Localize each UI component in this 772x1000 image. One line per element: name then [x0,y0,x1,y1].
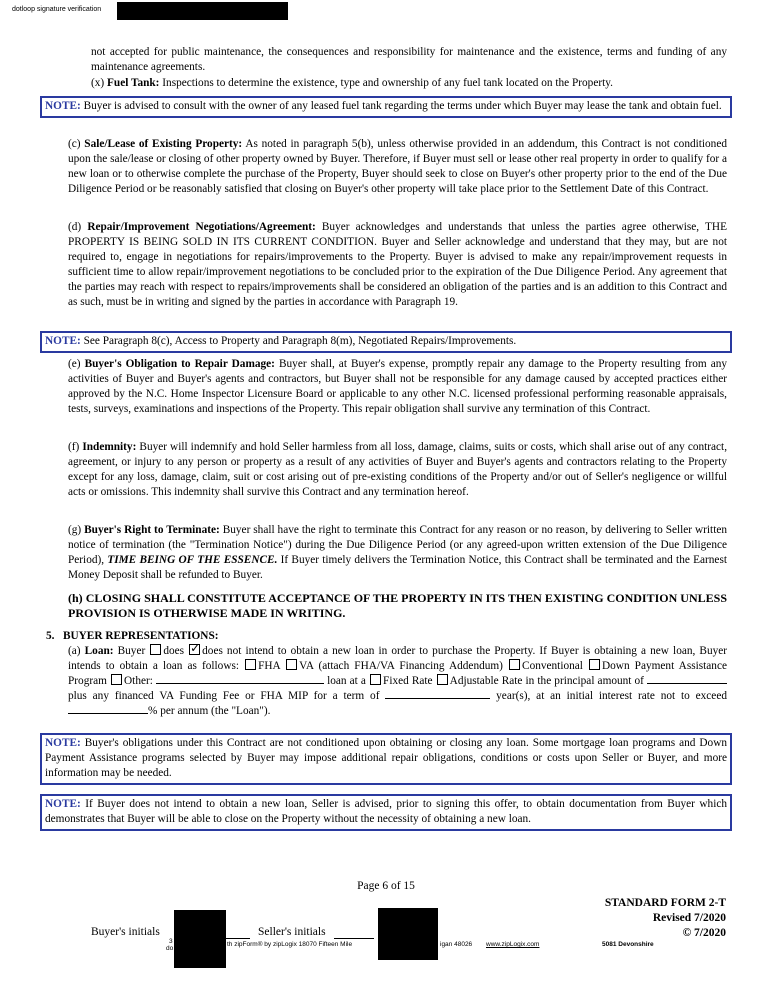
maintenance-continuation [91,45,727,75]
fixed-rate-checkbox[interactable] [370,674,381,685]
principal-text: the principal amount of [537,675,644,688]
loan-label: Loan: [84,645,114,657]
paragraph-f-label: Indemnity: [82,441,137,453]
paragraph-c-label: Sale/Lease of Existing Property: [84,138,243,150]
note-label: NOTE: [45,798,81,810]
note-text: If Buyer does not intend to obtain a new loan, Seller is advised, prior to signing this offer, to obtain documentation from Buyer which demonstrates that Buyer will be able to close on the Property without the necessity of obtaining a new loan. [45,798,727,825]
does-checkbox[interactable] [150,644,161,655]
paragraph-c [68,137,727,197]
dpa-label: Down Payment Assistance Program [68,660,727,688]
zipform-address: igan 48026 [440,941,473,948]
adjustable-rate-label: Adjustable Rate in [449,675,535,688]
ziplogix-link-text[interactable]: www.zipLogix.com [486,941,540,948]
note-text: See Paragraph 8(c), Access to Property and Paragraph 8(m), Negotiated Repairs/Improvements. [83,335,517,347]
paragraph-g-label: Buyer's Right to Terminate: [84,524,220,536]
note-repairs [40,331,732,353]
plus-text: plus any financed VA Funding Fee or FHA MIP for a term of [68,690,380,703]
fragment-top: 3 [169,938,173,945]
conventional-label: Conventional [522,660,583,673]
paragraph-g-text: Buyer shall have the right to terminate this Contract for any reason or no reason, by delivering to Seller written notice of termination (the "Termination Notice") during the Due Diligence Period (or any agreed-upon written extension of the Due Diligence Period), [68,524,728,567]
paragraph-g-emphasis: TIME BEING OF THE ESSENCE. [107,554,278,567]
seller-initials-label: Seller's initials [258,926,326,938]
zipform-credit: th zipForm® by zipLogix 18070 Fifteen Mile [227,941,353,948]
seller-initials-line [334,938,374,939]
paragraph-f [68,440,727,500]
paragraph-g-prefix: (g) [68,524,82,536]
does-not-checkbox[interactable] [189,644,200,655]
fixed-rate-label: Fixed Rate [383,675,433,688]
maintenance-text: not accepted for public maintenance, the consequences and responsibility for maintenance and the existence, terms and funding of any maintenance agreements. [91,46,727,74]
paragraph-h-text: (h) CLOSING SHALL CONSTITUTE ACCEPTANCE OF THE PROPERTY IN ITS THEN EXISTING CONDITION UNLESS PROVISION IS OTHERWISE MADE IN WRITING. [68,591,727,621]
paragraph-g-text-2: If Buyer timely delivers the Termination Notice, this Contract shall be terminated and the Earnest Money Deposit shall be refunded to Buyer. [68,554,727,582]
paragraph-e-prefix: (e) [68,358,81,370]
loan-buyer-text: Buyer [117,645,146,657]
note-fuel-tank [40,96,732,118]
other-label: Other: [124,675,153,688]
note-label: NOTE: [45,737,81,749]
fragment-bottom: do [166,945,174,952]
fuel-tank-text: Inspections to determine the existence, type and ownership of any fuel tank located on the Property. [162,77,613,89]
does-label: does [163,645,185,657]
section-5-heading-text: 5. BUYER REPRESENTATIONS: [46,630,219,642]
fha-checkbox[interactable] [245,659,256,670]
buyer-initials-line [226,938,250,939]
note-no-loan [40,794,732,831]
other-loan-field[interactable] [156,674,324,684]
va-label: VA (attach FHA/VA Financing Addendum) [299,660,503,673]
fuel-tank-item [91,76,727,91]
loan-prefix: (a) [68,645,81,657]
paragraph-e [68,357,727,417]
paragraph-g [68,523,727,583]
paragraph-c-text: As noted in paragraph 5(b), unless otherwise provided in an addendum, this Contract is not conditioned upon the sale/lease or closing of other property owned by Buyer. Therefore, if Buyer must sell or lease other real property in order to qualify for a new loan or to otherwise complete the purchase of the Property, Buyer should seek to close on Buyer's other property prior to the end of the Due Diligence Period or be reasonably satisfied that closing on Buyer's other property will take place prior to the Settlement Date of this Contract. [68,138,727,196]
paragraph-d-prefix: (d) [68,221,82,233]
redacted-verification-id [117,2,288,20]
paragraph-c-prefix: (c) [68,138,81,150]
interest-rate-field[interactable] [68,704,148,714]
paragraph-d-text: Buyer acknowledges and understands that unless the parties agree otherwise, THE PROPERTY IS BEING SOLD IN ITS CURRENT CONDITION. Buyer and Seller acknowledge and understand that they may, but are not required to, engage in negotiations for repairs/improvements to the Property. Buyer is advised to make any repair/improvement requests in sufficient time to allow repair/improvement negotiations to be concluded prior to the expiration of the Due Diligence Period. Any agreement that the parties may reach with respect to repairs/improvements shall be considered an obligation of the parties and is an addition to this Contract and as such, must be in writing and signed by the parties in accordance with Paragraph 19. [68,221,727,309]
paragraph-e-label: Buyer's Obligation to Repair Damage: [84,358,275,370]
ziplogix-link[interactable] [486,941,539,948]
fha-label: FHA [258,660,281,673]
dpa-checkbox[interactable] [589,659,600,670]
principal-amount-field[interactable] [647,674,727,684]
does-not-text: does not intend to obtain a new loan in order to purchase the Property. If Buyer is obtaining a new loan, Buyer intends to obtain a loan as follows: [68,645,728,673]
form-revised: Revised 7/2020 [652,912,726,924]
note-loan [40,733,732,785]
form-name: STANDARD FORM 2-T [604,897,726,909]
paragraph-f-prefix: (f) [68,441,80,453]
paragraph-e-text: Buyer shall, at Buyer's expense, promptly repair any damage to the Property resulting from any activities of Buyer and Buyer's agents and contractors, but Buyer shall not be responsible for any damage caused by accepted practices either approved by the N.C. Home Inspector Licensure Board or applicable to any other N.C. licensed professional performing reasonable appraisals, tests, surveys, examinations and inspections of the Property. This repair obligation shall survive any termination of this Contract. [68,358,728,416]
file-name: 5081 Devonshire [602,941,654,948]
buyer-initials-redacted[interactable] [174,910,226,968]
adjustable-rate-checkbox[interactable] [437,674,448,685]
form-copyright: © 7/2020 [682,927,726,939]
years-text: year(s), at an initial interest rate not to exceed [496,690,727,703]
loan-term-field[interactable] [385,689,490,699]
note-text: Buyer's obligations under this Contract are not conditioned upon obtaining or closing any loan. Some mortgage loan programs and Down Payment Assistance programs selected by Buyer may impose additional repair obligations, conditions or costs upon Seller or Buyer, and more information may be needed. [45,737,727,779]
paragraph-h [68,591,727,621]
va-checkbox[interactable] [286,659,297,670]
paragraph-d [68,220,727,311]
conventional-checkbox[interactable] [509,659,520,670]
loan-section [68,644,727,719]
loan-at-a-text: loan at a [327,675,366,688]
seller-initials-redacted[interactable] [378,908,438,960]
per-annum-text: % per annum (the "Loan"). [148,705,271,718]
section-5-heading [46,629,546,644]
paragraph-f-text: Buyer will indemnify and hold Seller harmless from all loss, damage, claims, suits or costs, which shall arise out of any contract, agreement, or injury to any person or property as a result of any activities of Buyer and Buyer's agents and contractors relating to the Property except for any loss, damage, claim, suit or cost arising out of pre-existing conditions of the Property and/or out of Seller's negligence or willful acts or omissions. This indemnity shall survive this Contract and any termination hereof. [68,441,728,499]
note-label: NOTE: [45,100,81,112]
buyer-initials-label: Buyer's initials [91,926,160,938]
form-info [605,896,726,941]
paragraph-d-label: Repair/Improvement Negotiations/Agreement: [87,221,316,233]
note-label: NOTE: [45,335,81,347]
dotloop-verification-label: dotloop signature verification [12,6,102,13]
fuel-tank-prefix: (x) [91,77,105,89]
page-number: Page 6 of 15 [357,880,415,892]
other-checkbox[interactable] [111,674,122,685]
note-text: Buyer is advised to consult with the owner of any leased fuel tank regarding the terms under which Buyer may lease the tank and obtain fuel. [83,100,722,112]
fuel-tank-label: Fuel Tank: [107,77,160,89]
